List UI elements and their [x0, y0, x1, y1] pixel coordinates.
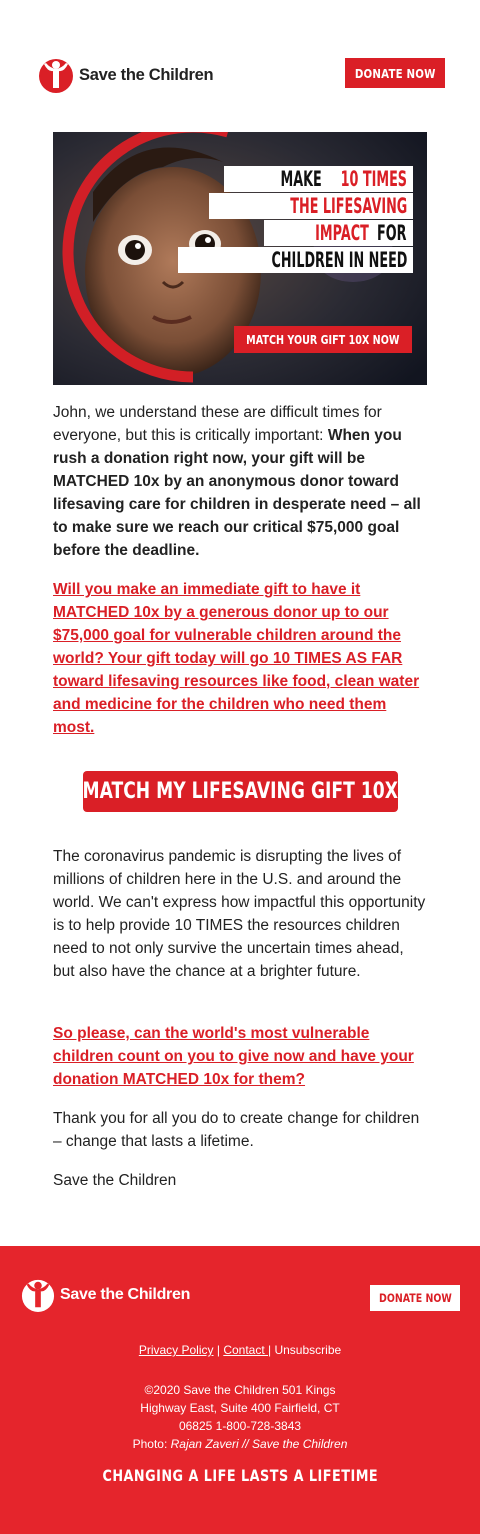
save-the-children-logo[interactable] — [38, 55, 213, 95]
address-line: Highway East, Suite 400 Fairfield, CT — [140, 1401, 340, 1415]
closing-donate-link[interactable]: So please, can the world's most vulnerable children count on you to give now and have your donation MATCHED 10x for them? — [53, 1025, 414, 1088]
email-header — [0, 0, 480, 115]
hero-headline-line-4: CHILDREN IN NEED — [178, 247, 413, 273]
match-my-gift-button[interactable] — [83, 771, 398, 812]
footer-logo-wordmark: Save the Children — [60, 1286, 191, 1303]
footer-donate-now-label: DONATE NOW — [378, 1291, 452, 1305]
address-line: ©2020 Save the Children 501 Kings — [144, 1383, 336, 1397]
hero-headline-line-1: MAKE10 TIMES — [224, 166, 413, 192]
logo-wordmark: Save the Children — [79, 65, 214, 84]
hero-headline-line-3: IMPACTFOR — [264, 220, 413, 246]
coronavirus-paragraph: The coronavirus pandemic is disrupting the lives of millions of children here in the U.S. and around the world. We can't express how impactful this opportunity is to help provide 10 TIMES the resources children need to not only survive the uncertain times ahead, but also have the chance at a brighter future. — [53, 848, 426, 980]
thank-you-paragraph: Thank you for all you do to create change for children – change that lasts a lifetime. — [53, 1110, 420, 1150]
donate-now-button[interactable] — [345, 58, 445, 88]
hero-headline — [178, 166, 413, 273]
footer-address — [0, 1381, 480, 1453]
intro-bold-text: When you rush a donation right now, your gift will be MATCHED 10x by an anonymous donor toward lifesaving care for children in desperate need – all to make sure we reach our critical $75,000 goal before the deadline. — [53, 427, 421, 559]
intro-paragraph — [53, 401, 427, 562]
contact-link[interactable]: Contact — [223, 1343, 269, 1357]
hero-headline-line-2: THE LIFESAVING — [209, 193, 413, 219]
email-footer — [0, 1246, 480, 1534]
appeal-donate-link[interactable]: Will you make an immediate gift to have it MATCHED 10x by a generous donor up to our $75,000 goal for vulnerable children around the world? Your gift today will go 10 TIMES AS FAR toward lifesaving resources like food, clean water and medicine for the children who need them most. — [53, 581, 420, 736]
donate-now-label: DONATE NOW — [354, 65, 436, 81]
links-separator: | — [213, 1343, 224, 1357]
hero-banner-image[interactable] — [53, 132, 427, 385]
footer-links — [0, 1343, 480, 1357]
footer-tagline: CHANGING A LIFE LASTS A LIFETIME — [102, 1466, 378, 1485]
match-your-gift-button[interactable]: MATCH YOUR GIFT 10X NOW — [234, 326, 412, 353]
privacy-policy-link[interactable]: Privacy Policy — [138, 1343, 214, 1357]
appeal-paragraph — [53, 578, 427, 739]
links-separator: | — [268, 1343, 275, 1357]
child-figure-logo-icon — [38, 55, 74, 95]
closing-appeal-paragraph — [53, 1022, 427, 1091]
footer-donate-now-button[interactable] — [370, 1285, 460, 1311]
address-phone-line: 06825 1-800-728-3843 — [178, 1419, 302, 1433]
match-my-gift-label: MATCH MY LIFESAVING GIFT 10X — [82, 779, 399, 804]
signature: Save the Children — [53, 1172, 177, 1189]
unsubscribe-link[interactable]: Unsubscribe — [274, 1343, 342, 1357]
footer-logo[interactable] — [21, 1276, 190, 1314]
photo-credit: Photo: Rajan Zaveri // Save the Children — [132, 1437, 348, 1451]
intro-text: John, we understand these are difficult times for everyone, but this is critically important: — [53, 404, 382, 444]
footer-child-figure-icon — [21, 1276, 55, 1314]
